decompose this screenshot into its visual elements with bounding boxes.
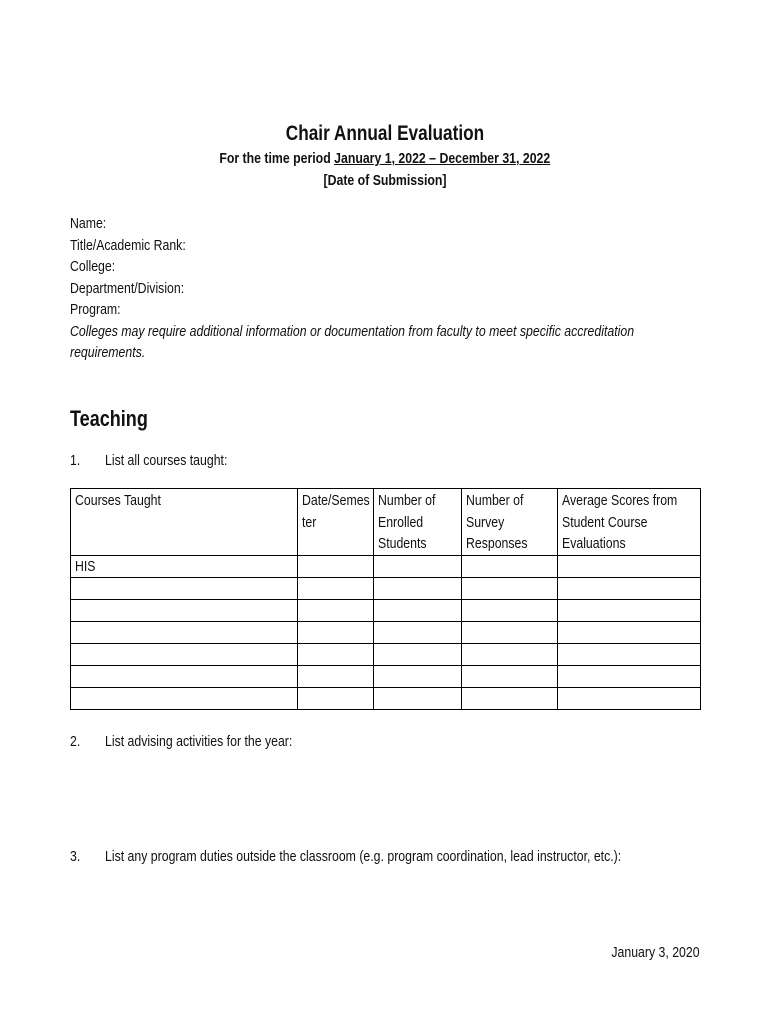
- responses-cell[interactable]: [462, 622, 558, 644]
- date-cell[interactable]: [298, 578, 374, 600]
- date-cell[interactable]: [298, 555, 374, 578]
- header-courses-taught: Courses Taught: [71, 489, 298, 556]
- scores-cell[interactable]: [558, 644, 701, 666]
- responses-cell[interactable]: [462, 555, 558, 578]
- scores-cell[interactable]: [558, 622, 701, 644]
- time-period-prefix: For the time period: [219, 150, 335, 167]
- enrolled-cell[interactable]: [374, 644, 462, 666]
- enrolled-cell[interactable]: [374, 666, 462, 688]
- time-period-range: January 1, 2022 – December 31, 2022: [334, 150, 551, 167]
- responses-cell[interactable]: [462, 600, 558, 622]
- table-row: [71, 600, 701, 622]
- courses-table: [70, 488, 701, 710]
- scores-cell[interactable]: [558, 555, 701, 578]
- header-survey-responses: Number of Survey Responses: [462, 489, 558, 556]
- course-cell[interactable]: HIS: [71, 555, 298, 578]
- date-cell[interactable]: [298, 688, 374, 710]
- accreditation-note-line1: Colleges may require additional information or documentation from faculty to meet specific accreditation: [70, 322, 635, 340]
- question-3-number: 3.: [70, 848, 81, 865]
- header-average-scores: Average Scores from Student Course Evaluations: [558, 489, 701, 556]
- department-label: Department/Division:: [70, 279, 185, 297]
- question-1-number: 1.: [70, 452, 81, 469]
- table-header-row: [71, 489, 701, 556]
- teaching-heading: Teaching: [70, 406, 148, 431]
- course-cell[interactable]: [71, 600, 298, 622]
- title-rank-label: Title/Academic Rank:: [70, 236, 186, 254]
- question-1-text: List all courses taught:: [105, 452, 228, 469]
- time-period: [0, 150, 770, 167]
- program-label: Program:: [70, 301, 121, 318]
- document-title: Chair Annual Evaluation: [285, 122, 485, 145]
- college-label: College:: [70, 258, 116, 275]
- scores-cell[interactable]: [558, 688, 701, 710]
- course-cell[interactable]: [71, 622, 298, 644]
- date-cell[interactable]: [298, 600, 374, 622]
- enrolled-cell[interactable]: [374, 622, 462, 644]
- submission-date-placeholder: [Date of Submission]: [323, 172, 447, 189]
- responses-cell[interactable]: [462, 688, 558, 710]
- course-cell[interactable]: [71, 644, 298, 666]
- date-cell[interactable]: [298, 644, 374, 666]
- enrolled-cell[interactable]: [374, 555, 462, 578]
- footer-date: January 3, 2020: [611, 944, 700, 961]
- responses-cell[interactable]: [462, 578, 558, 600]
- table-row: [71, 666, 701, 688]
- date-cell[interactable]: [298, 666, 374, 688]
- responses-cell[interactable]: [462, 644, 558, 666]
- enrolled-cell[interactable]: [374, 578, 462, 600]
- course-cell[interactable]: [71, 666, 298, 688]
- scores-cell[interactable]: [558, 578, 701, 600]
- responses-cell[interactable]: [462, 666, 558, 688]
- question-2-text: List advising activities for the year:: [105, 733, 293, 750]
- table-row: [71, 555, 701, 578]
- scores-cell[interactable]: [558, 600, 701, 622]
- enrolled-cell[interactable]: [374, 688, 462, 710]
- question-2-number: 2.: [70, 733, 81, 750]
- enrolled-cell[interactable]: [374, 600, 462, 622]
- table-row: [71, 644, 701, 666]
- header-enrolled-students: Number of Enrolled Students: [374, 489, 462, 556]
- table-row: [71, 578, 701, 600]
- header-date-semester: Date/Semes ter: [298, 489, 374, 556]
- accreditation-note-line2: requirements.: [70, 344, 146, 361]
- scores-cell[interactable]: [558, 666, 701, 688]
- date-cell[interactable]: [298, 622, 374, 644]
- table-row: [71, 688, 701, 710]
- question-3-text: List any program duties outside the classroom (e.g. program coordination, lead instructor, etc.):: [105, 848, 622, 865]
- table-row: [71, 622, 701, 644]
- course-cell[interactable]: [71, 578, 298, 600]
- course-cell[interactable]: [71, 688, 298, 710]
- name-label: Name:: [70, 215, 107, 232]
- info-fields: [70, 213, 758, 364]
